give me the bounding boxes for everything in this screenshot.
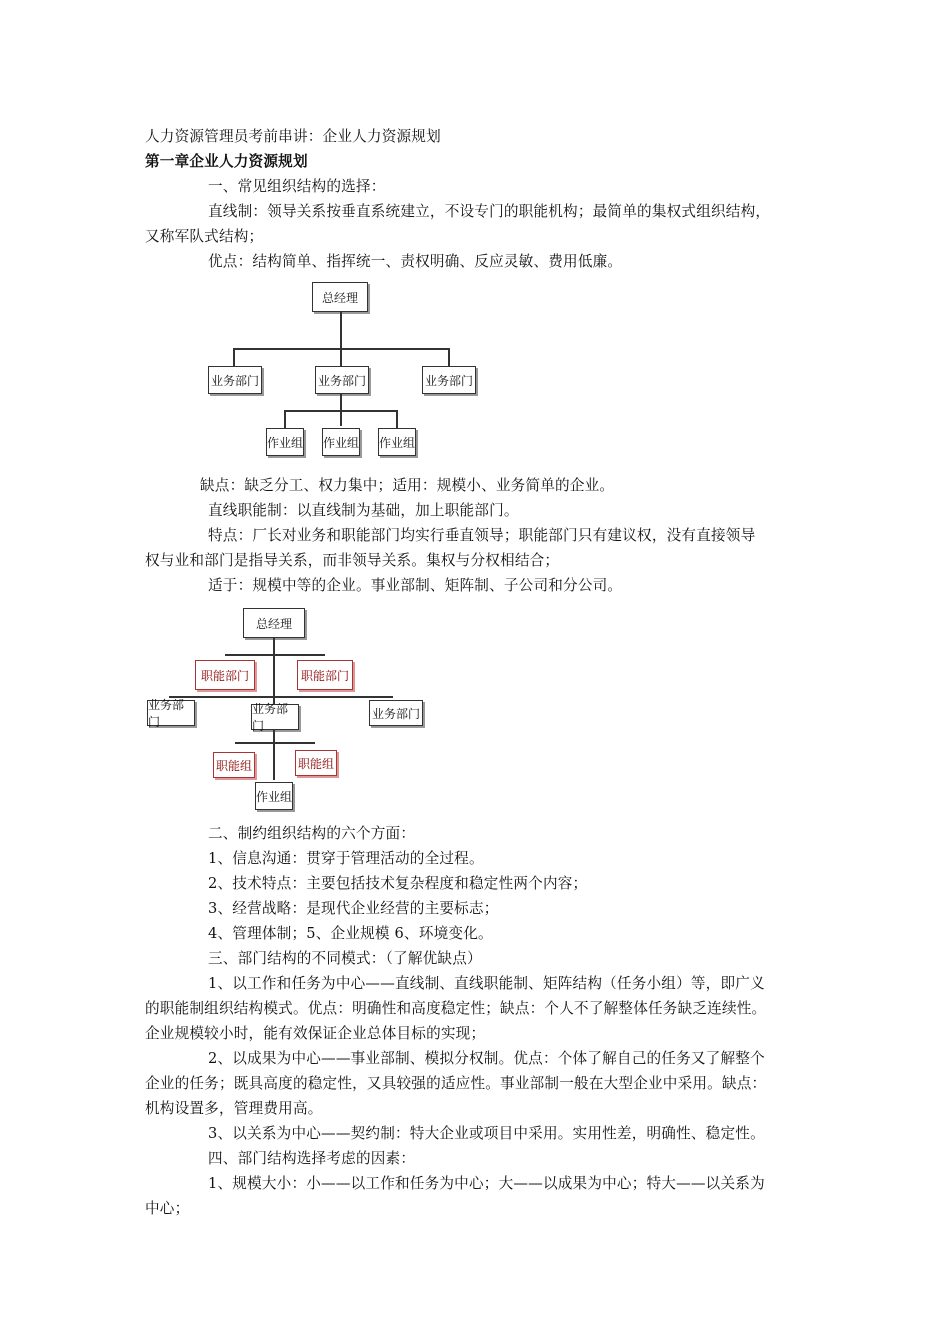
connector-line [169,696,393,698]
org-box-work-group: 作业组 [255,782,293,810]
org-box-function-group: 职能组 [295,750,337,776]
org-box-function-dept: 职能部门 [297,660,353,690]
connector-line [448,348,450,366]
paragraph-line: 缺点：缺乏分工、权力集中；适用：规模小、业务简单的企业。 [200,477,615,494]
paragraph-line: 1、以工作和任务为中心——直线制、直线职能制、矩阵结构（任务小组）等，即广义 [208,975,765,992]
connector-line [284,410,396,412]
paragraph-line: 适于：规模中等的企业。事业部制、矩阵制、子公司和分公司。 [208,577,623,594]
paragraph-line: 的职能制组织结构模式。优点：明确性和高度稳定性；缺点：个人不了解整体任务缺乏连续性。 [145,1000,767,1017]
paragraph-line: 企业规模较小时，能有效保证企业总体目标的实现； [145,1025,486,1042]
org-box-business-dept: 业务部门 [369,700,423,726]
connector-line [340,312,342,348]
org-box-business-dept: 业务部门 [315,366,369,394]
org-box-business-dept: 业务部门 [147,700,195,726]
section-heading-4: 四、部门结构选择考虑的因素： [208,1150,416,1167]
list-item: 4、管理体制；5、企业规模 6、环境变化。 [208,925,493,942]
paragraph-line: 2、以成果为中心——事业部制、模拟分权制。优点：个体了解自己的任务又了解整个 [208,1050,765,1067]
org-box-business-dept: 业务部门 [208,366,262,394]
org-chart-line-structure [200,278,480,458]
paragraph-line: 又称军队式结构； [145,228,264,245]
connector-line [284,410,286,428]
paragraph-line: 中心； [145,1200,190,1217]
paragraph-line: 权与业和部门是指导关系，而非领导关系。集权与分权相结合； [145,552,560,569]
org-box-work-group: 作业组 [378,428,416,456]
org-box-business-dept: 业务部门 [422,366,476,394]
section-heading-2: 二、制约组织结构的六个方面： [208,825,416,842]
list-item: 2、技术特点：主要包括技术复杂程度和稳定性两个内容； [208,875,588,892]
org-box-function-group: 职能组 [213,752,255,778]
connector-line [340,348,342,366]
org-chart-line-function-structure [145,604,435,814]
connector-line [273,730,275,780]
org-box-function-dept: 职能部门 [195,660,255,690]
paragraph-line: 企业的任务；既具高度的稳定性，又具较强的适应性。事业部制一般在大型企业中采用。缺点： [145,1075,767,1092]
org-box-work-group: 作业组 [322,428,360,456]
connector-line [225,654,325,656]
connector-line [396,410,398,428]
chapter-heading: 第一章企业人力资源规划 [145,153,308,170]
section-heading-1: 一、常见组织结构的选择： [208,178,386,195]
org-box-general-manager: 总经理 [243,608,305,638]
paragraph-line: 直线职能制：以直线制为基础，加上职能部门。 [208,502,519,519]
list-item: 1、信息沟通：贯穿于管理活动的全过程。 [208,850,484,867]
list-item: 3、经营战略：是现代企业经营的主要标志； [208,900,499,917]
paragraph-line: 直线制：领导关系按垂直系统建立，不设专门的职能机构；最简单的集权式组织结构， [208,203,771,220]
section-heading-3: 三、部门结构的不同模式：（了解优缺点） [208,950,482,967]
connector-line [235,742,315,744]
paragraph-line: 特点：厂长对业务和职能部门均实行垂直领导；职能部门只有建议权，没有直接领导 [208,527,756,544]
paragraph-line: 机构设置多，管理费用高。 [145,1100,323,1117]
org-box-business-dept: 业务部门 [251,704,299,730]
org-box-general-manager: 总经理 [312,282,368,312]
doc-title: 人力资源管理员考前串讲：企业人力资源规划 [145,128,441,145]
paragraph-line: 优点：结构简单、指挥统一、责权明确、反应灵敏、费用低廉。 [208,253,623,270]
connector-line [233,348,235,366]
paragraph-line: 1、规模大小：小——以工作和任务为中心；大——以成果为中心；特大——以关系为 [208,1175,765,1192]
org-box-work-group: 作业组 [266,428,304,456]
paragraph-line: 3、以关系为中心——契约制：特大企业或项目中采用。实用性差，明确性、稳定性。 [208,1125,765,1142]
